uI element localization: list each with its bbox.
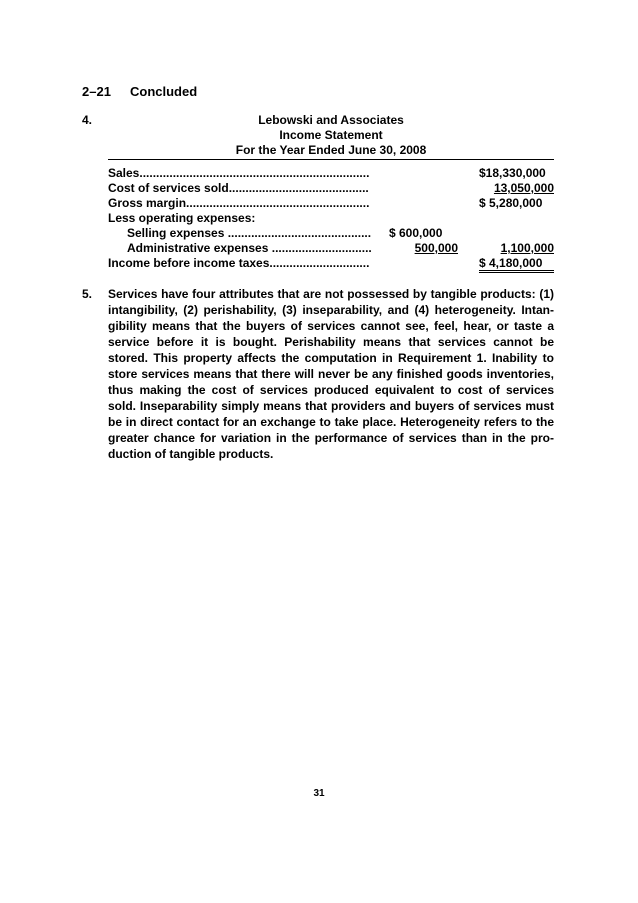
row-label: Income before income taxes.............................. [108,256,370,270]
statement-row-cost-of-services [108,181,554,196]
statement-row-income-before-taxes [108,256,554,271]
statement-row-sales [108,166,554,181]
statement-name: Income Statement [279,128,383,142]
item-4-number: 4. [82,113,93,127]
row-total: $ 4,180,000 [479,257,554,273]
problem-heading [82,84,197,99]
statement-row-operating-expenses-header [108,211,554,226]
row-total: $ 5,280,000 [479,196,543,210]
row-total-wrap [479,256,554,273]
row-total: 13,050,000 [493,181,554,195]
row-amount: $ 600,000 [389,226,443,240]
item-5-number: 5. [82,287,93,301]
statement-period: For the Year Ended June 30, 2008 [235,143,427,157]
row-label: Administrative expenses .............................. [127,241,372,255]
item-5-answer-text: Services have four attributes that are not possessed by tangible products: (1) intangibility, (2) perishability, (3) inseparability, and (4) heterogeneity. Intan-gibility means that the buyers of services cannot see, feel, hear, or taste a service before it is bought. Perishability means that services cannot be stored. This property affects the computation in Requirement 1. Inability to store services means that there will never be any finished goods inventories, thus making the cost of services produced equivalent to cost of services sold. Inseparability simply means that providers and buyers of services must be in direct contact for an exchange to take place. Heterogeneity refers to the greater chance for variation in the performance of services than in the pro-duction of tangible products. [108,287,554,461]
row-label: Gross margin....................................................... [108,196,370,210]
row-label: Selling expenses ........................................... [127,226,372,240]
row-label: Cost of services sold.......................................... [108,181,369,195]
row-label: Less operating expenses: [108,211,256,225]
statement-company: Lebowski and Associates [258,113,404,127]
row-total: $18,330,000 [479,166,546,180]
row-amount: 500,000 [414,241,458,255]
statement-row-selling-expenses [108,226,554,241]
problem-number: 2–21 [82,84,111,99]
row-label: Sales..................................................................... [108,166,370,180]
statement-header-rule [108,159,554,160]
page-number: 31 [313,788,325,799]
row-total: 1,100,000 [500,241,554,255]
statement-row-administrative-expenses [108,241,554,256]
problem-status: Concluded [130,84,198,99]
statement-row-gross-margin [108,196,554,211]
